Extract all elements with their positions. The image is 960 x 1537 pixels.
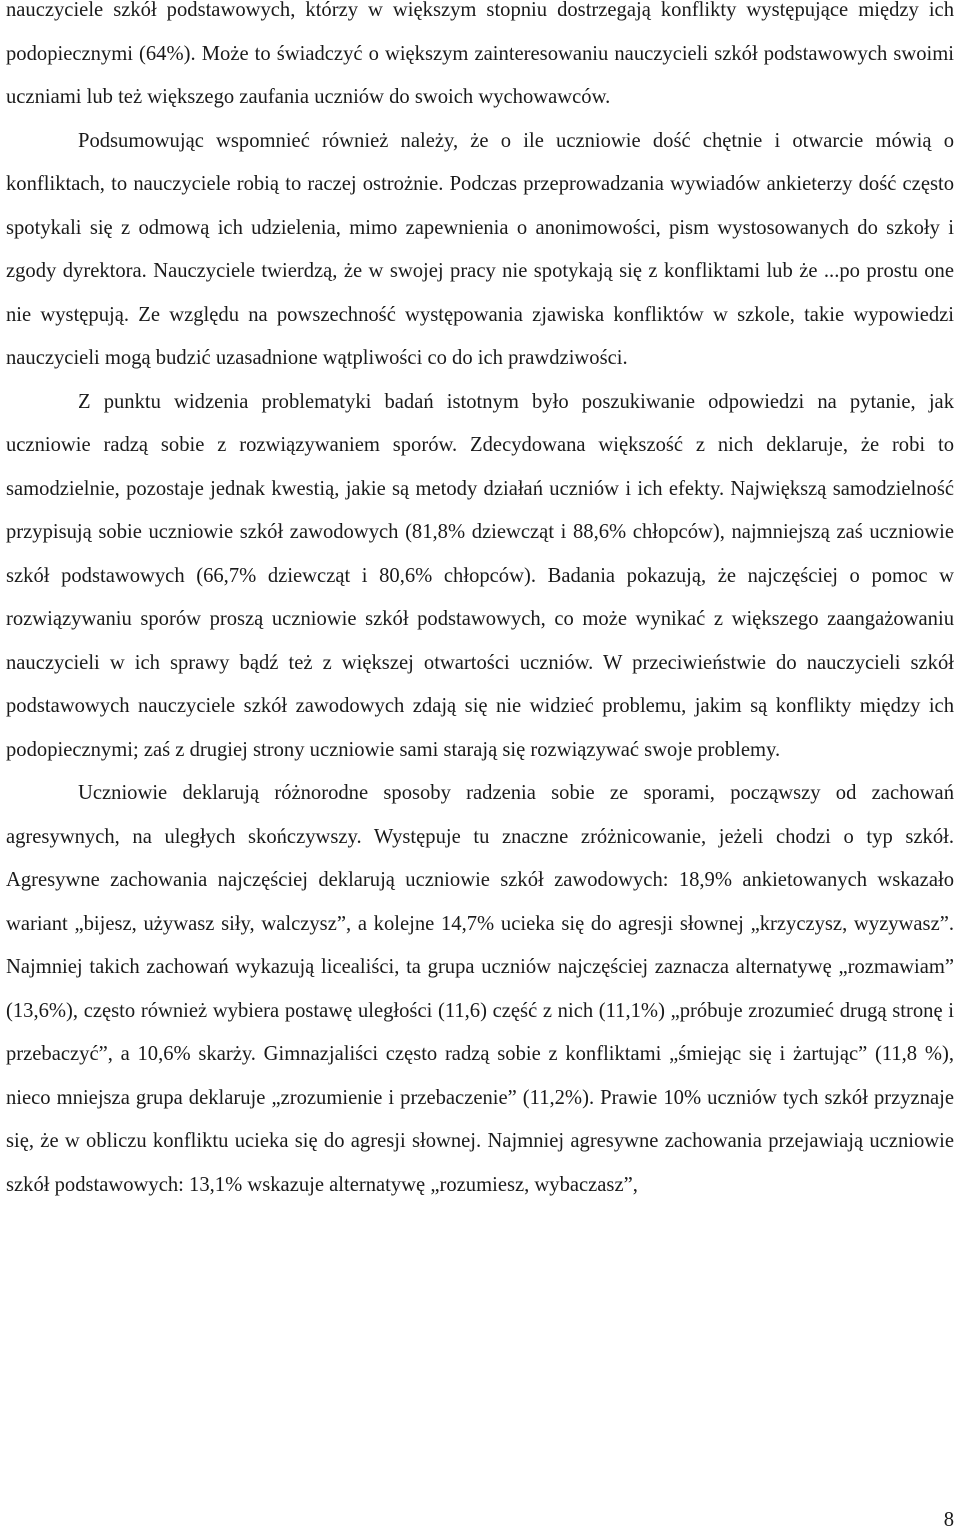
document-page (6, 0, 954, 1207)
page-number: 8 (943, 1509, 954, 1531)
paragraph-continuation: nauczyciele szkół podstawowych, którzy w większym stopniu dostrzegają konflikty występujące między ich podopiecznymi (64%). Może to świadczyć o większym zainteresowaniu nauczycieli szkół podstawowych swoimi uczniami lub też większego zaufania uczniów do swoich wychowawców. (6, 0, 954, 108)
paragraph-coping-methods: Uczniowie deklarują różnorodne sposoby radzenia sobie ze sporami, począwszy od zachowań agresywnych, na uległych skończywszy. Występuje tu znaczne zróżnicowanie, jeżeli chodzi o typ szkół. Agresywne zachowania najczęściej deklarują uczniowie szkół zawodowych: 18,9% ankietowanych wskazało wariant „bijesz, używasz siły, walczysz”, a kolejne 14,7% ucieka się do agresji słownej „krzyczysz, wyzywasz”. Najmniej takich zachowań wykazują licealiści, ta grupa uczniów najczęściej zaznacza alternatywę „rozmawiam” (13,6%), często również wybiera postawę uległości (11,6) część z nich (11,1%) „próbuje zrozumieć drugą stronę i przebaczyć”, a 10,6% skarży. Gimnazjaliści często radzą sobie z konfliktami „śmiejąc się i żartując” (11,8 %), nieco mniejsza grupa deklaruje „zrozumienie i przebaczenie” (11,2%). Prawie 10% uczniów tych szkół przyznaje się, że w obliczu konfliktu ucieka się do agresji słownej. Najmniej agresywne zachowania przejawiają uczniowie szkół podstawowych: 13,1% wskazuje alternatywę „rozumiesz, wybaczasz”, (6, 782, 954, 1196)
paragraph-dispute-resolution: Z punktu widzenia problematyki badań istotnym było poszukiwanie odpowiedzi na pytanie, jak uczniowie radzą sobie z rozwiązywaniem sporów. Zdecydowana większość z nich deklaruje, że robi to samodzielnie, pozostaje jednak kwestią, jakie są metody działań uczniów i ich efekty. Największą samodzielność przypisują sobie uczniowie szkół zawodowych (81,8% dziewcząt i 88,6% chłopców), najmniejszą zaś uczniowie szkół podstawowych (66,7% dziewcząt i 80,6% chłopców). Badania pokazują, że najczęściej o pomoc w rozwiązywaniu sporów proszą uczniowie szkół podstawowych, co może wynikać z większego zaangażowaniu nauczycieli w ich sprawy bądź też z większej otwartości uczniów. W przeciwieństwie do nauczycieli szkół podstawowych nauczyciele szkół zawodowych zdają się nie widzieć problemu, jakim są konflikty między ich podopiecznymi; zaś z drugiej strony uczniowie sami starają się rozwiązywać swoje problemy. (6, 390, 954, 761)
paragraph-summary: Podsumowując wspomnieć również należy, że o ile uczniowie dość chętnie i otwarcie mówią o konfliktach, to nauczyciele robią to raczej ostrożnie. Podczas przeprowadzania wywiadów ankieterzy dość często spotykali się z odmową ich udzielenia, mimo zapewnienia o anonimowości, pism wystosowanych do szkoły i zgody dyrektora. Nauczyciele twierdzą, że w swojej pracy nie spotykają się z konfliktami lub że ...po prostu one nie występują. Ze względu na powszechność występowania zjawiska konfliktów w szkole, takie wypowiedzi nauczycieli mogą budzić uzasadnione wątpliwości co do ich prawdziwości. (6, 129, 954, 369)
